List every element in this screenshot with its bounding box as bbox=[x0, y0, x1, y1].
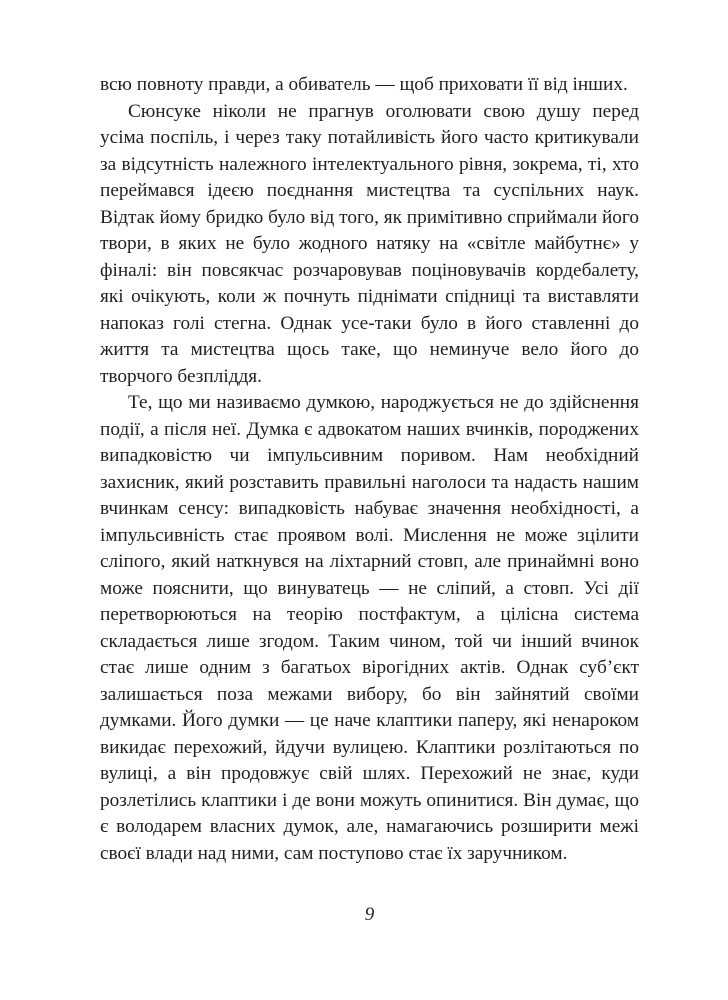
page-number: 9 bbox=[364, 904, 375, 925]
paragraph-2: Сюнсуке ніколи не прагнув оголювати свою душу перед усіма поспіль, і через таку потайливість його часто критикували за відсутність належного інтелектуального рівня, зокрема, ті, хто переймався ідеєю поєднання мистецтва та суспільних наук. Відтак йому бридко було від того, як примітивно сприймали його твори, в яких не було жодного натяку на «світле майбутнє» у фіналі: він повсякчас розчаровував поціновувачів кордебалету, які очікують, коли ж почнуть піднімати спідниці та виставляти напоказ голі стегна. Однак усе-таки було в його ставленні до життя та мистецтва щось таке, що неминуче вело його до творчого безпліддя. bbox=[100, 100, 639, 387]
paragraph-1: всю повноту правди, а обиватель — щоб приховати її від інших. bbox=[100, 74, 628, 95]
body-text bbox=[100, 72, 639, 867]
book-page bbox=[100, 72, 639, 982]
paragraph-3: Те, що ми називаємо думкою, народжується не до здійснення події, а після неї. Думка є адвокатом наших вчинків, породжених випадковістю чи імпульсивним поривом. Нам необхідний захисник, який розставить правильні наголоси та надасть нашим вчинкам сенсу: випадковість набуває значення необхідності, а імпульсивність стає проявом волі. Мислення не може зцілити сліпого, який наткнувся на ліхтарний стовп, але принаймні воно може пояснити, що винуватець — не сліпий, а стовп. Усі дії перетворюються на теорію постфактум, а цілісна система складається лише згодом. Таким чином, той чи інший вчинок стає лише одним з багатьох вірогідних актів. Однак суб’єкт залишається поза межами вибору, бо він зайнятий своїми думками. Його думки — це наче клаптики паперу, які ненароком викидає перехожий, йдучи вулицею. Клаптики розлітаються по вулиці, а він продовжує свій шлях. Перехожий не знає, куди розлетілись клаптики і де вони можуть опинитися. Він думає, що є володарем власних думок, але, намагаючись розширити межі своєї влади над ними, сам поступово стає їх заручником. bbox=[100, 392, 639, 864]
